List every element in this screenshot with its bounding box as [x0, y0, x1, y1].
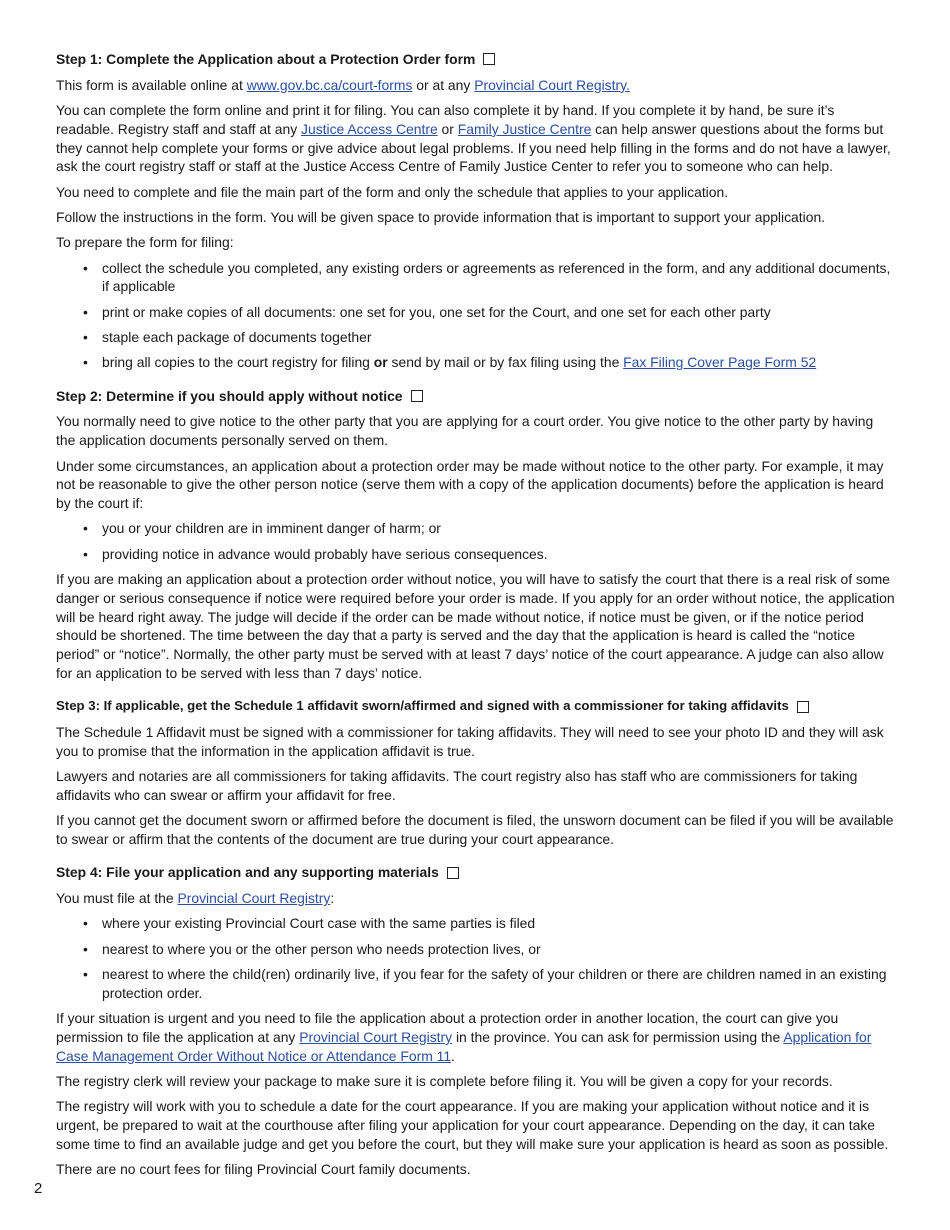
step-2-checkbox[interactable]: [411, 390, 423, 402]
step-1-paragraph-5: To prepare the form for filing:: [56, 234, 234, 251]
step-3-heading: [56, 697, 896, 716]
step-2-title: Step 2: Determine if you should apply without notice: [56, 387, 403, 404]
list-item: • providing notice in advance would probably have serious consequences.: [56, 545, 896, 564]
step-2-paragraph-3: If you are making an application about a protection order without notice, you will have to satisfy the court that there is a real risk of some danger or serious consequence if notice were required before your order is made. If you apply for an order without notice, the application will be heard right away. The judge will decide if the order can be made without notice, if notice must be given, or if the notice period should be shortened. The time between the day that a party is served and the day that the application is heard is called the “notice period” or “notice”. Normally, the other party must be served with at least 7 days’ notice of the court appearance. A judge can also allow for an application to be served with less than 7 days’ notice.: [56, 571, 895, 682]
step-4-bullet-list: [56, 914, 896, 1002]
step-1-paragraph-4: Follow the instructions in the form. You will be given space to provide information that is important to support your application.: [56, 209, 826, 226]
step-1-checkbox[interactable]: [483, 53, 495, 65]
family-justice-centre-link[interactable]: Family Justice Centre: [457, 120, 592, 137]
step-1-paragraph-1: This form is available online at www.gov.bc.ca/court-forms or at any Provincial Court Registry.: [56, 76, 630, 93]
list-item: • print or make copies of all documents: one set for you, one set for the Court, and one set for each other party: [56, 303, 896, 322]
step-4-paragraph-1: You must file at the Provincial Court Registry:: [56, 890, 335, 907]
step-1-paragraph-3: You need to complete and file the main part of the form and only the schedule that applies to your application.: [56, 183, 729, 200]
list-item: • you or your children are in imminent danger of harm; or: [56, 519, 896, 538]
provincial-court-registry-link[interactable]: Provincial Court Registry: [177, 890, 331, 907]
step-4-paragraph-5: There are no court fees for filing Provincial Court family documents.: [56, 1161, 471, 1178]
step-4-checkbox[interactable]: [447, 867, 459, 879]
provincial-court-registry-link[interactable]: Provincial Court Registry: [299, 1028, 453, 1045]
list-item: • staple each package of documents together: [56, 328, 896, 347]
step-1-section: [56, 50, 896, 372]
step-2-heading: [56, 387, 896, 406]
step-1-heading: [56, 50, 896, 69]
step-3-checkbox[interactable]: [797, 701, 809, 713]
step-4-paragraph-3: The registry clerk will review your package to make sure it is complete before filing it. You will be given a copy for your records.: [56, 1073, 833, 1090]
list-item: • bring all copies to the court registry for filing or send by mail or by fax filing using the Fax Filing Cover Page Form 52: [56, 353, 896, 372]
step-2-bullet-list: [56, 519, 896, 563]
step-2-paragraph-1: You normally need to give notice to the other party that you are applying for a court order. You give notice to the other party by having the application documents personally served on them.: [56, 413, 874, 449]
step-2-section: [56, 387, 896, 683]
document-page: [56, 50, 896, 1186]
step-3-title: Step 3: If applicable, get the Schedule 1 affidavit sworn/affirmed and signed with a commissioner for taking affidavits: [56, 698, 789, 714]
fax-filing-cover-page-link[interactable]: Fax Filing Cover Page Form 52: [623, 354, 817, 371]
step-1-title: Step 1: Complete the Application about a Protection Order form: [56, 51, 476, 67]
step-4-title: Step 4: File your application and any supporting materials: [56, 864, 439, 881]
step-1-bullet-list: [56, 259, 896, 372]
step-3-paragraph-3: If you cannot get the document sworn or affirmed before the document is filed, the unsworn document can be filed if you will be available to swear or affirm that the contents of the document are true during your court appearance.: [56, 812, 894, 848]
page-number: 2: [34, 1180, 43, 1197]
step-3-paragraph-2: Lawyers and notaries are all commissioners for taking affidavits. The court registry also has staff who are commissioners for taking affidavits who can swear or affirm your affidavit for free.: [56, 768, 858, 803]
step-1-paragraph-2: You can complete the form online and print it for filing. You can also complete it by hand. If you complete it by hand, be sure it’s readable. Registry staff and staff at any Justice Access Centre or Family Justice Centre can help answer questions about the forms but they cannot help complete your forms or give advice about legal problems. If you need help filling in the forms and do not have a lawyer, ask the court registry staff or staff at the Justice Access Centre of Family Justice Center to refer you to someone who can help.: [56, 102, 891, 175]
step-4-paragraph-4: The registry will work with you to schedule a date for the court appearance. If you are making your application without notice and it is urgent, be prepared to wait at the courthouse after filing your application for your court appearance. Depending on the day, it can take some time to find an available judge and get you before the court, but they will make sure your application is heard as soon as possible.: [56, 1098, 889, 1152]
list-item: • nearest to where the child(ren) ordinarily live, if you fear for the safety of your children or there are children named in an existing protection order.: [56, 965, 896, 1003]
list-item: • collect the schedule you completed, any existing orders or agreements as referenced in the form, and any additional documents, if applicable: [56, 259, 896, 297]
step-2-paragraph-2: Under some circumstances, an application about a protection order may be made without notice to the other party. For example, it may not be reasonable to give the other person notice (serve them with a copy of the application documents) before the application is heard by the court if:: [56, 457, 884, 512]
list-item: • nearest to where you or the other person who needs protection lives, or: [56, 940, 896, 959]
list-item: • where your existing Provincial Court case with the same parties is filed: [56, 914, 896, 933]
form-11-link[interactable]: Application for Case Management Order Without Notice or Attendance Form 11: [56, 1028, 872, 1064]
justice-access-centre-link[interactable]: Justice Access Centre: [301, 120, 438, 137]
step-3-paragraph-1: The Schedule 1 Affidavit must be signed with a commissioner for taking affidavits. They will need to see your photo ID and they will ask you to promise that the information in the application affidavit is true.: [56, 724, 884, 759]
step-3-section: [56, 697, 896, 849]
court-forms-link[interactable]: www.gov.bc.ca/court-forms: [246, 76, 413, 93]
step-4-paragraph-2: If your situation is urgent and you need to file the application about a protection order in another location, the court can give you permission to file the application at any Provincial Court Registry in the province. You can ask for permission using the Application for Case Management Order Without Notice or Attendance Form 11.: [56, 1010, 872, 1064]
provincial-court-registry-link[interactable]: Provincial Court Registry.: [474, 76, 630, 93]
step-4-section: [56, 863, 896, 1179]
step-4-heading: [56, 863, 896, 882]
